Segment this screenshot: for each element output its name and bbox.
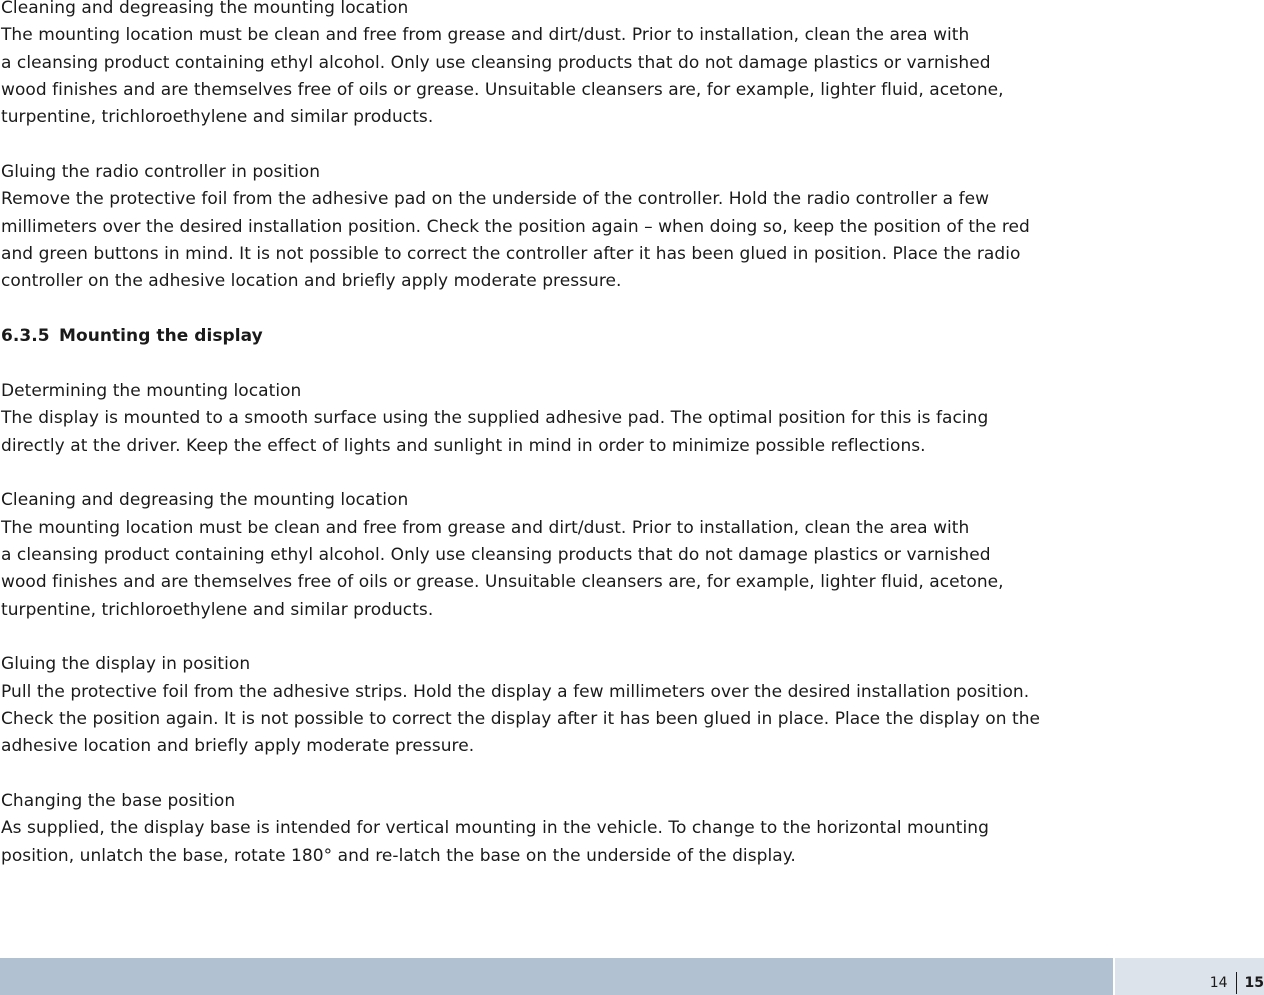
paragraph-line: Pull the protective foil from the adhesive strips. Hold the display a few millimeters over the desired installation position. [1, 681, 1030, 702]
paragraph-line: wood finishes and are themselves free of oils or grease. Unsuitable cleansers are, for example, lighter fluid, acetone, [1, 572, 1004, 593]
page-number-right: 15 [1244, 975, 1264, 991]
paragraph-line: position, unlatch the base, rotate 180° and re-latch the base on the underside of the display. [1, 845, 796, 866]
spacer [1, 624, 1101, 651]
section-heading [1, 323, 1101, 350]
paragraph-line: millimeters over the desired installation position. Check the position again – when doing so, keep the position of the red [1, 216, 1030, 237]
section-cleaning-display [1, 487, 1101, 624]
paragraph-line: wood finishes and are themselves free of oils or grease. Unsuitable cleansers are, for example, lighter fluid, acetone, [1, 80, 1004, 101]
section-number: 6.3.5 [1, 326, 50, 347]
paragraph-line: The mounting location must be clean and free from grease and dirt/dust. Prior to installation, clean the area with [1, 25, 970, 46]
paragraph-line: Remove the protective foil from the adhesive pad on the underside of the controller. Hold the radio controller a few [1, 189, 990, 210]
spacer [1, 761, 1101, 788]
paragraph-line: turpentine, trichloroethylene and similar products. [1, 599, 434, 620]
paragraph-line: Check the position again. It is not possible to correct the display after it has been glued in place. Place the display on the [1, 708, 1041, 729]
spacer [1, 350, 1101, 377]
paragraph-line: The display is mounted to a smooth surface using the supplied adhesive pad. The optimal position for this is facing [1, 408, 989, 429]
section-base-position [1, 788, 1101, 870]
section-title: Mounting the display [59, 326, 263, 347]
page-number-divider [1236, 972, 1237, 994]
paragraph-line: turpentine, trichloroethylene and similar products. [1, 107, 434, 128]
paragraph-line: adhesive location and briefly apply moderate pressure. [1, 736, 475, 757]
spacer [1, 132, 1101, 159]
spacer [1, 460, 1101, 487]
page-numbers [1210, 971, 1264, 995]
paragraph-line: The mounting location must be clean and free from grease and dirt/dust. Prior to installation, clean the area with [1, 517, 970, 538]
subheading: Determining the mounting location [1, 380, 302, 401]
section-determining-location [1, 378, 1101, 460]
subheading: Cleaning and degreasing the mounting location [1, 490, 409, 511]
paragraph-line: a cleansing product containing ethyl alcohol. Only use cleansing products that do not damage plastics or varnished [1, 544, 991, 565]
paragraph-line: directly at the driver. Keep the effect of lights and sunlight in mind in order to minimize possible reflections. [1, 435, 926, 456]
section-cleaning-controller [1, 0, 1101, 132]
subheading: Cleaning and degreasing the mounting location [1, 0, 409, 18]
section-gluing-display [1, 651, 1101, 760]
footer-bar [0, 958, 1113, 995]
section-gluing-controller [1, 159, 1101, 296]
paragraph-line: As supplied, the display base is intended for vertical mounting in the vehicle. To change to the horizontal mounting [1, 818, 989, 839]
paragraph-line: controller on the adhesive location and briefly apply moderate pressure. [1, 271, 622, 292]
subheading: Gluing the display in position [1, 654, 251, 675]
spacer [1, 296, 1101, 323]
paragraph-line: a cleansing product containing ethyl alcohol. Only use cleansing products that do not damage plastics or varnished [1, 52, 991, 73]
paragraph-line: and green buttons in mind. It is not possible to correct the controller after it has been glued in position. Place the radio [1, 244, 1021, 265]
page-number-left: 14 [1209, 975, 1228, 991]
subheading: Changing the base position [1, 790, 236, 811]
subheading: Gluing the radio controller in position [1, 162, 321, 183]
document-body [1, 0, 1101, 870]
